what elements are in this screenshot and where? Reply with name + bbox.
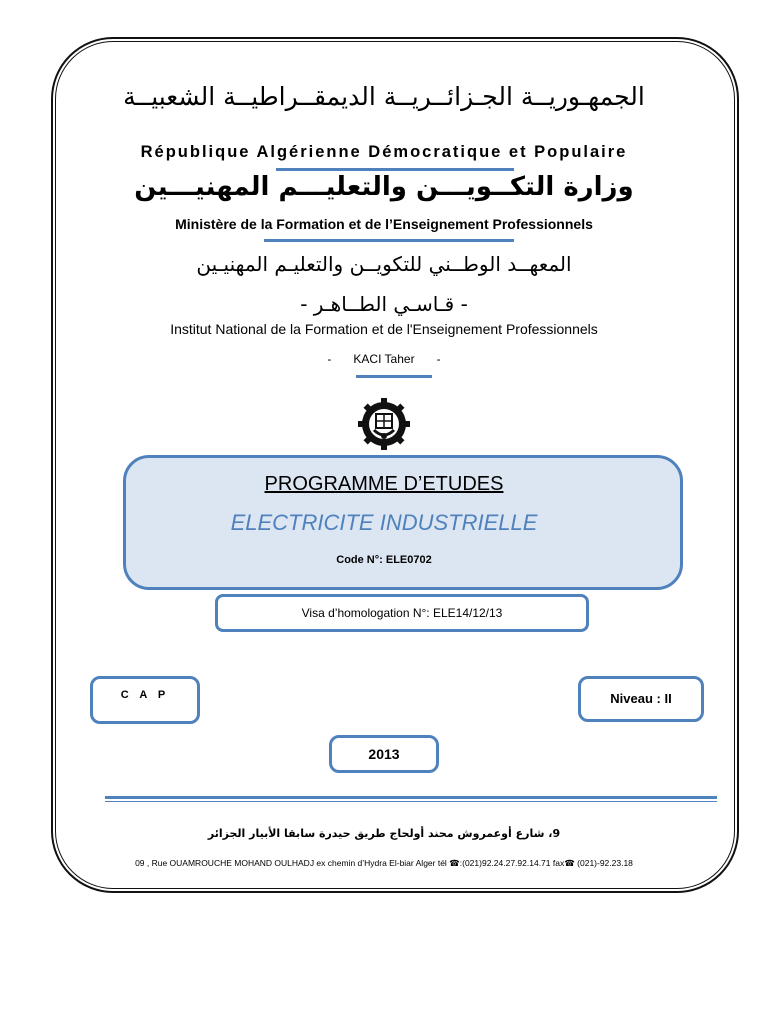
footer-divider (105, 796, 717, 799)
footer-address-french: 09 , Rue OUAMROUCHE MOHAND OULHADJ ex chemin d’Hydra El-biar Alger tél ☎:(021)92.24.27.92.14.71 fax☎ (021)-92.23.18 (135, 858, 633, 868)
footer-address-arabic: 9، شارع أوعمروش محند أولحاج طريق حيدرة سابقا الأبيار الجزائر (207, 827, 561, 840)
arabic-kaci-title: - قـاسـي الطــاهـر - (300, 292, 468, 316)
kaci-name: KACI Taher (353, 352, 415, 366)
kaci-dash-left: - (327, 352, 332, 366)
kaci-dash-right: - (436, 352, 441, 366)
french-republic-title: République Algérienne Démocratique et Populaire (140, 143, 628, 161)
niveau-label: Niveau : II (610, 691, 672, 706)
french-ministry-title: Ministère de la Formation et de l’Enseignement Professionnels (175, 216, 593, 232)
program-subtitle: ELECTRICITE INDUSTRIELLE (230, 510, 538, 535)
divider-2 (264, 239, 514, 242)
footer-divider-thin (105, 801, 717, 802)
program-code: Code N°: ELE0702 (336, 554, 432, 566)
arabic-ministry-title: وزارة التكــويـــن والتعليـــم المهنيـــين (134, 172, 634, 202)
institute-gear-emblem-icon (356, 396, 412, 452)
arabic-republic-title: الجمهـوريــة الجـزائــريــة الديمقــراطيــة الشعبيــة (123, 82, 645, 111)
visa-text: Visa d’homologation N°: ELE14/12/13 (301, 606, 503, 620)
arabic-institute-title: المعهــد الوطــني للتكويــن والتعليـم المهنيـين (196, 252, 572, 276)
program-title: PROGRAMME D’ETUDES (264, 473, 504, 495)
divider-1 (276, 168, 514, 171)
year-box (329, 735, 439, 773)
visa-box (215, 594, 589, 632)
year-label: 2013 (368, 746, 400, 762)
cap-box (90, 676, 200, 724)
divider-3 (356, 375, 432, 378)
niveau-box (578, 676, 704, 722)
french-institute-title: Institut National de la Formation et de l'Enseignement Professionnels (170, 321, 598, 337)
cap-label: C A P (120, 689, 170, 701)
kaci-name-line (0, 352, 768, 366)
